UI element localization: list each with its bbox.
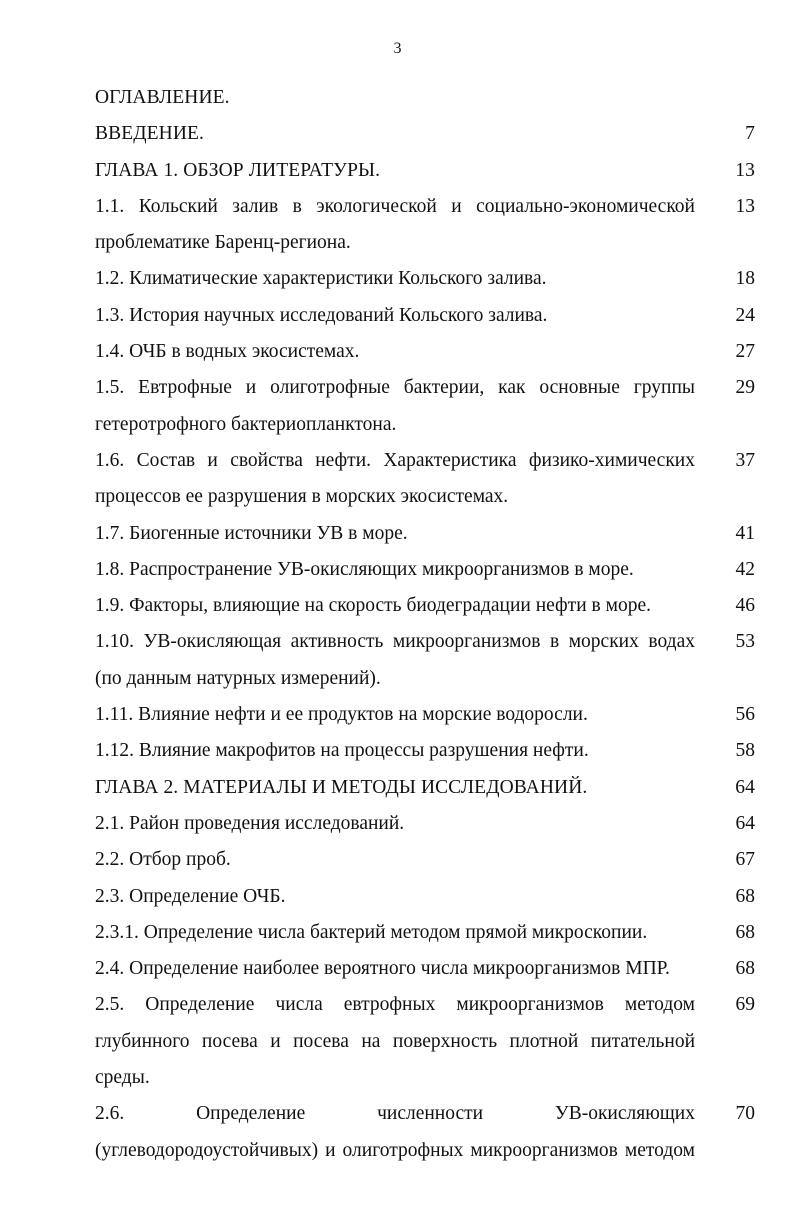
toc-entry-text: ГЛАВА 2. МАТЕРИАЛЫ И МЕТОДЫ ИССЛЕДОВАНИЙ.: [95, 776, 588, 798]
toc-entry-page: 67: [735, 849, 755, 871]
toc-entry-text: 1.8. Распространение УВ-окисляющих микроорганизмов в море.: [95, 558, 634, 580]
toc-entry-page: 68: [735, 958, 755, 980]
toc-entry-1-11: [95, 697, 755, 733]
toc-entry-text: 1.11. Влияние нефти и ее продуктов на морские водоросли.: [95, 704, 588, 726]
toc-entry-page: 13: [735, 195, 755, 217]
toc-entry-text: 1.9. Факторы, влияющие на скорость биодеградации нефти в море.: [95, 595, 651, 617]
toc-entry-1-4: [95, 334, 755, 370]
toc-entry-text: 2.2. Отбор проб.: [95, 849, 231, 871]
toc-title-text: ОГЛАВЛЕНИЕ.: [95, 87, 230, 108]
toc-entry-1-9: [95, 588, 755, 624]
toc-entry-text: 1.4. ОЧБ в водных экосистемах.: [95, 341, 360, 363]
toc-entry-text: 1.3. История научных исследований Кольского залива.: [95, 304, 548, 326]
toc-entry-page: 58: [735, 740, 755, 762]
toc-entry-page: 42: [735, 558, 755, 580]
toc-entry-page: 64: [735, 812, 755, 834]
toc-entry-1-12: [95, 733, 755, 769]
toc-entry-chapter-1: [95, 153, 755, 189]
toc-entry-1-7: [95, 516, 755, 552]
page-number: 3: [393, 40, 402, 57]
toc-entry-page: 18: [735, 268, 755, 290]
toc-entry-text: 1.10. УВ-окисляющая активность микроорганизмов в морских водах (по данным натурных измерений).: [95, 631, 695, 689]
toc-title: [95, 80, 755, 116]
toc-entry-page: 46: [735, 595, 755, 617]
toc-entry-page: 37: [735, 449, 755, 471]
toc-entry-page: 53: [735, 631, 755, 653]
toc-entry-introduction: [95, 116, 755, 152]
toc-entry-text: 1.7. Биогенные источники УВ в море.: [95, 522, 408, 544]
toc-entry-text: 1.1. Кольский залив в экологической и социально-экономической проблематике Баренц-региона.: [95, 195, 695, 254]
toc-entry-page: 56: [735, 704, 755, 726]
toc-entry-1-2: [95, 261, 755, 297]
toc-entry-text: 2.3. Определение ОЧБ.: [95, 885, 286, 907]
toc-entry-1-6: [95, 443, 755, 516]
toc-entry-text: 2.5. Определение числа евтрофных микроорганизмов методом глубинного посева и посева на поверхность плотной питательной среды.: [95, 994, 695, 1089]
toc-entry-2-6: [95, 1096, 755, 1169]
toc-entry-1-3: [95, 298, 755, 334]
toc-entry-page: 7: [745, 123, 755, 145]
toc-entry-1-8: [95, 552, 755, 588]
toc-entry-text: ВВЕДЕНИЕ.: [95, 123, 204, 145]
toc-entry-page: 70: [735, 1103, 755, 1125]
toc-entry-text: 1.2. Климатические характеристики Кольского залива.: [95, 268, 547, 290]
table-of-contents: [95, 80, 755, 1169]
toc-entry-text: 2.4. Определение наиболее вероятного числа микроорганизмов МПР.: [95, 958, 670, 980]
toc-entry-text: 1.5. Евтрофные и олиготрофные бактерии, как основные группы гетеротрофного бактериопланктона.: [95, 377, 695, 435]
toc-entry-text: 1.12. Влияние макрофитов на процессы разрушения нефти.: [95, 740, 589, 762]
toc-entry-2-4: [95, 951, 755, 987]
toc-entry-page: 69: [735, 994, 755, 1016]
toc-entry-page: 64: [735, 776, 755, 798]
toc-entry-2-5: [95, 987, 755, 1096]
toc-entry-text: 1.6. Состав и свойства нефти. Характеристика физико-химических процессов ее разрушения в морских экосистемах.: [95, 449, 695, 508]
toc-entry-page: 68: [735, 921, 755, 943]
toc-entry-1-1: [95, 189, 755, 262]
toc-entry-text: 2.3.1. Определение числа бактерий методом прямой микроскопии.: [95, 921, 648, 943]
toc-entry-2-3-1: [95, 915, 755, 951]
toc-entry-page: 29: [735, 377, 755, 399]
toc-entry-2-1: [95, 806, 755, 842]
toc-entry-page: 27: [735, 341, 755, 363]
toc-entry-text: ГЛАВА 1. ОБЗОР ЛИТЕРАТУРЫ.: [95, 159, 381, 181]
toc-entry-chapter-2: [95, 770, 755, 806]
toc-entry-text: 2.1. Район проведения исследований.: [95, 812, 405, 834]
toc-entry-page: 41: [735, 522, 755, 544]
toc-entry-page: 13: [735, 159, 755, 181]
toc-entry-1-5: [95, 370, 755, 443]
toc-entry-page: 24: [735, 304, 755, 326]
toc-entry-1-10: [95, 624, 755, 697]
toc-entry-page: 68: [735, 885, 755, 907]
toc-entry-2-2: [95, 842, 755, 878]
toc-entry-2-3: [95, 879, 755, 915]
toc-entry-text: 2.6. Определение численности УВ-окисляющих (углеводородоустойчивых) и олиготрофных микроорганизмов методом: [95, 1103, 695, 1161]
